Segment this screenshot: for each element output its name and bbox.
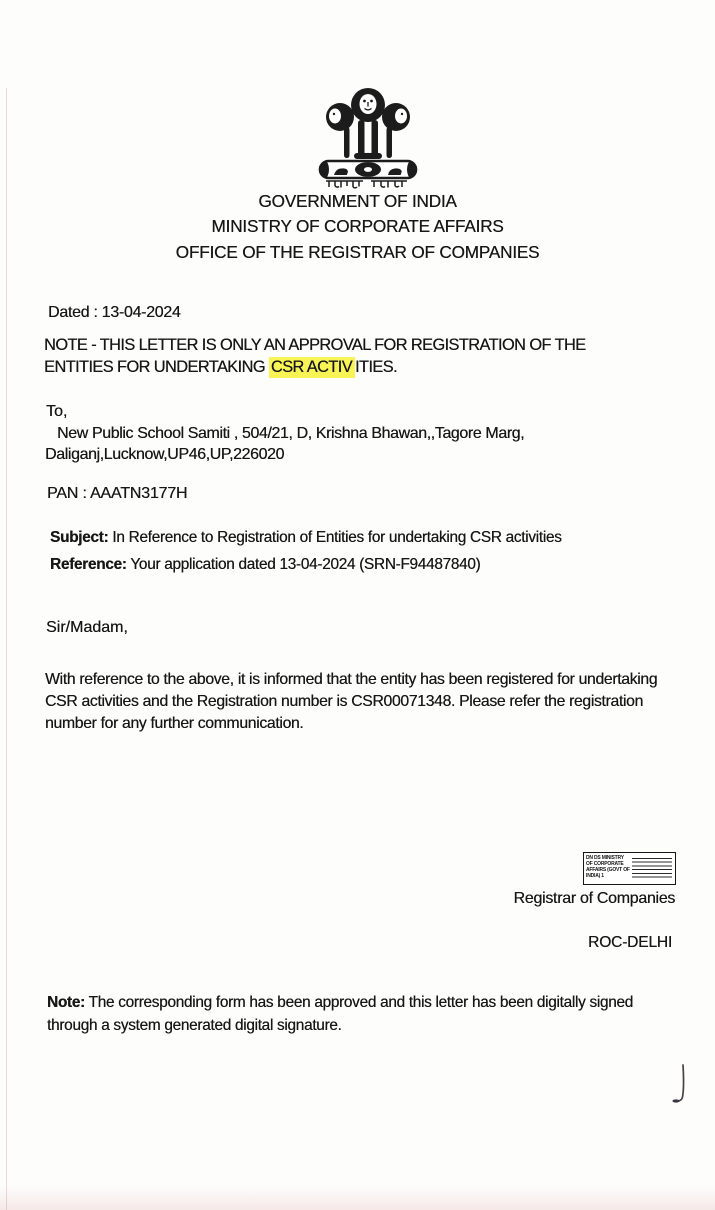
stamp-line: DN DS MINISTRY [586, 855, 624, 861]
note-banner-line2-pre: ENTITIES FOR UNDERTAKING [44, 358, 265, 376]
reference-text: Your application dated 13-04-2024 (SRN-F94487840) [126, 556, 481, 573]
pen-mark-artifact [668, 1058, 694, 1110]
stamp-line: AFFAIRS (GOVT OF [586, 867, 630, 873]
subject-line [50, 529, 562, 547]
footer-note [47, 992, 692, 1037]
government-heading: GOVERNMENT OF INDIA [258, 191, 457, 211]
digital-signature-stamp [583, 852, 676, 885]
note-banner-line1: NOTE - THIS LETTER IS ONLY AN APPROVAL FOR REGISTRATION OF THE [44, 336, 586, 354]
signatory-title: Registrar of Companies [513, 890, 675, 907]
scan-edge-artifact [6, 88, 7, 1210]
stamp-signer-text [586, 855, 630, 879]
body-line1: With reference to the above, it is informed that the entity has been registered for undertaking [45, 671, 658, 688]
scan-noise-artifact [0, 1186, 715, 1210]
emblem-motto [326, 181, 407, 188]
pan-line: PAN : AAATN3177H [47, 485, 188, 502]
body-paragraph [45, 669, 700, 735]
subject-label: Subject: [50, 529, 109, 546]
note-banner-line2-post: ITIES. [354, 358, 397, 376]
recipient-address-line2: Daliganj,Lucknow,UP46,UP,226020 [45, 446, 285, 463]
dated-line: Dated : 13-04-2024 [48, 304, 181, 321]
footer-note-line1-text: The corresponding form has been approved and this letter has been digitally signed [84, 994, 633, 1011]
subject-text: In Reference to Registration of Entities for undertaking CSR activities [108, 529, 562, 546]
office-heading: OFFICE OF THE REGISTRAR OF COMPANIES [175, 242, 540, 262]
stamp-fine-print [632, 858, 672, 880]
csr-activities-highlight: CSR ACTIV [269, 357, 355, 378]
footer-note-line1 [47, 992, 692, 1015]
footer-note-label: Note: [47, 994, 85, 1011]
recipient-address-line1: New Public School Samiti , 504/21, D, Krishna Bhawan,,Tagore Marg, [57, 425, 525, 442]
roc-office: ROC-DELHI [588, 934, 672, 951]
footer-note-line2: through a system generated digital signature. [47, 1016, 342, 1034]
salutation: Sir/Madam, [46, 619, 128, 636]
ministry-heading: MINISTRY OF CORPORATE AFFAIRS [211, 216, 504, 236]
body-line2: CSR activities and the Registration number is CSR00071348. Please refer the registration [45, 693, 643, 710]
reference-label: Reference: [50, 556, 127, 573]
note-banner-line2 [44, 358, 397, 377]
stamp-line: OF CORPORATE [586, 861, 624, 867]
reference-line [50, 556, 480, 574]
to-label: To, [46, 403, 68, 420]
national-emblem-icon [314, 84, 422, 190]
body-line3: number for any further communication. [45, 715, 304, 732]
stamp-line: INDIA) 1 [586, 873, 604, 879]
